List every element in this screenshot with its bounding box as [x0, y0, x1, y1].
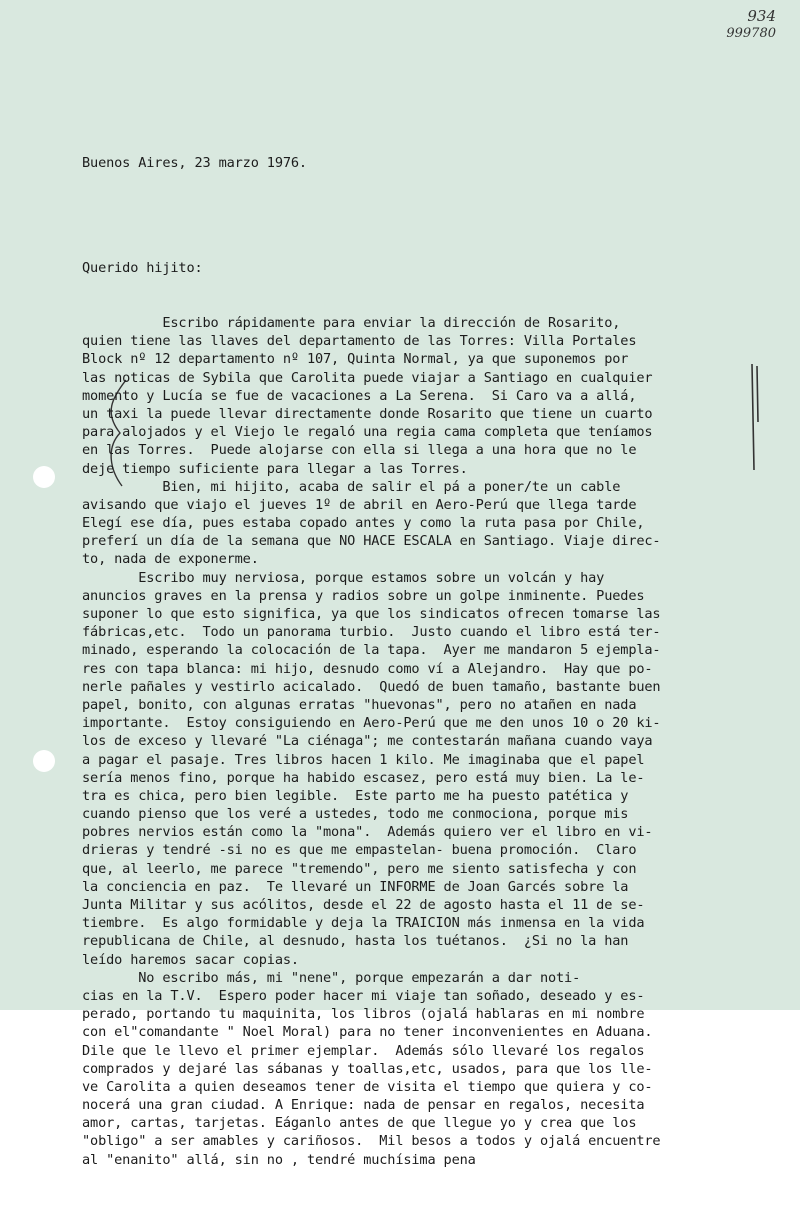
letter-line: suponer lo que esto significa, ya que los sindicatos ofrecen tomarse las	[82, 606, 661, 622]
letter-line: preferí un día de la semana que NO HACE ESCALA en Santiago. Viaje direc-	[82, 533, 661, 550]
punch-hole	[33, 466, 55, 488]
archive-number: 934	[747, 7, 776, 25]
letter-line: to, nada de exponerme.	[82, 551, 259, 568]
letter-line: minado, esperando la colocación de la tapa. Ayer me mandaron 5 ejempla-	[82, 642, 661, 659]
letter-line: tiembre. Es algo formidable y deja la TRAICION más inmensa en la vida	[82, 915, 645, 932]
letter-line: drieras y tendré -si no es que me empastelan- buena promoción. Claro	[82, 842, 637, 859]
letter-line: anuncios graves en la prensa y radios sobre un golpe inminente. Puedes	[82, 587, 645, 604]
letter-line: sería menos fino, porque ha habido escasez, pero está muy bien. La le-	[82, 769, 645, 786]
letter-line: cias en la T.V. Espero poder hacer mi viaje tan soñado, deseado y es-	[82, 987, 645, 1004]
letter-line: quien tiene las llaves del departamento de las Torres: Villa Portales	[82, 333, 637, 350]
letter-body	[82, 118, 762, 1205]
letter-line: perado, portando tu maquinita, los libros (ojalá hablaras en mi nombre	[82, 1006, 645, 1023]
letter-line: a pagar el pasaje. Tres libros hacen 1 kilo. Me imaginaba que el papel	[82, 751, 645, 768]
letter-line: Dile que le llevo el primer ejemplar. Además sólo llevaré los regalos	[82, 1042, 645, 1059]
letter-line: Elegí ese día, pues estaba copado antes y como la ruta pasa por Chile,	[82, 515, 645, 532]
letter-line: los de exceso y llevaré "La ciénaga"; me contestarán mañana cuando vaya	[82, 733, 653, 750]
letter-line: que, al leerlo, me parece "tremendo", pero me siento satisfecha y con	[82, 860, 637, 877]
letter-line: momento y Lucía se fue de vacaciones a La Serena. Si Caro va a allá,	[82, 387, 637, 404]
letter-line: comprados y dejaré las sábanas y toallas,etc, usados, para que los lle-	[82, 1060, 653, 1077]
letter-line: Block nº 12 departamento nº 107, Quinta Normal, ya que suponemos por	[82, 351, 629, 368]
letter-line: ve Carolita a quien deseamos tener de visita el tiempo que quiera y co-	[82, 1078, 653, 1095]
letter-line: cuando pienso que los veré a ustedes, todo me conmociona, porque mis	[82, 806, 629, 823]
letter-line: fábricas,etc. Todo un panorama turbio. Justo cuando el libro está ter-	[82, 624, 661, 641]
letter-line: pobres nervios están como la "mona". Además quiero ver el libro en vi-	[82, 824, 653, 841]
letter-line: amor, cartas, tarjetas. Eáganlo antes de que llegue yo y crea que los	[82, 1115, 637, 1132]
letter-line: leído haremos sacar copias.	[82, 951, 299, 968]
letter-line: No escribo más, mi "nene", porque empezarán a dar noti-	[82, 969, 581, 986]
letter-line: Bien, mi hijito, acaba de salir el pá a poner/te un cable	[82, 478, 621, 495]
letter-line: nocerá una gran ciudad. A Enrique: nada de pensar en regalos, necesita	[82, 1097, 645, 1114]
letter-line: Escribo rápidamente para enviar la dirección de Rosarito,	[82, 315, 621, 331]
date-line: Buenos Aires, 23 marzo 1976.	[82, 155, 307, 172]
letter-line: Escribo muy nerviosa, porque estamos sobre un volcán y hay	[82, 569, 605, 586]
archive-code: 999780	[726, 26, 776, 41]
letter-line: con el"comandante " Noel Moral) para no tener inconvenientes en Aduana.	[82, 1024, 653, 1041]
letter-lines	[82, 314, 762, 1169]
letter-line: al "enanito" allá, sin no , tendré muchísima pena	[82, 1151, 476, 1168]
letter-line: papel, bonito, con algunas erratas "huevonas", pero no atañen en nada	[82, 696, 637, 713]
punch-hole	[33, 750, 55, 772]
letter-line: res con tapa blanca: mi hijo, desnudo como ví a Alejandro. Hay que po-	[82, 660, 653, 677]
letter-line: en las Torres. Puede alojarse con ella si llega a una hora que no le	[82, 442, 637, 459]
letter-line: deje tiempo suficiente para llegar a las Torres.	[82, 460, 468, 477]
letter-line: Junta Militar y sus acólitos, desde el 22 de agosto hasta el 11 de se-	[82, 897, 645, 913]
letter-line: avisando que viajo el jueves 1º de abril en Aero-Perú que llega tarde	[82, 496, 637, 513]
letter-line: la conciencia en paz. Te llevaré un INFORME de Joan Garcés sobre la	[82, 878, 629, 895]
letter-line: tra es chica, pero bien legible. Este parto me ha puesto patética y	[82, 787, 629, 804]
letter-line: nerle pañales y vestirlo acicalado. Quedó de buen tamaño, bastante buen	[82, 678, 661, 695]
letter-line: las noticas de Sybila que Carolita puede viajar a Santiago en cualquier	[82, 369, 653, 386]
letter-line: un taxi la puede llevar directamente donde Rosarito que tiene un cuarto	[82, 405, 653, 422]
salutation: Querido hijito:	[82, 260, 203, 277]
letter-line: para alojados y el Viejo le regaló una regia cama completa que teníamos	[82, 424, 653, 441]
archive-marks	[726, 8, 776, 42]
letter-line: importante. Estoy consiguiendo en Aero-Perú que me den unos 10 o 20 ki-	[82, 715, 661, 732]
letter-line: "obligo" a ser amables y cariñosos. Mil besos a todos y ojalá encuentre	[82, 1133, 661, 1150]
letter-line: republicana de Chile, al desnudo, hasta los tuétanos. ¿Si no la han	[82, 933, 629, 950]
